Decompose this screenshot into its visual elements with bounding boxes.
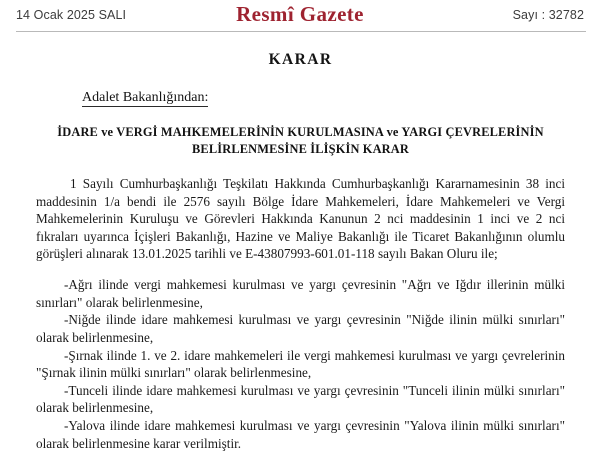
document-title — [36, 124, 565, 158]
decision-heading: KARAR — [268, 51, 333, 68]
document-title-line-1: İDARE ve VERGİ MAHKEMELERİNİN KURULMASINA ve YARGI ÇEVRELERİNİN — [57, 125, 544, 139]
decision-item-agri: -Ağrı ilinde vergi mahkemesi kurulması ve yargı çevresinin "Ağrı ve Iğdır illerinin mülki sınırları" olarak belirlenmesine, — [36, 277, 565, 310]
decision-item-yalova: -Yalova ilinde idare mahkemesi kurulması ve yargı çevresinin "Yalova ilinin mülki sınırları" olarak belirlenmesine karar verilmiştir. — [36, 417, 565, 451]
gazette-issue-number: Sayı : 32782 — [512, 8, 584, 22]
decision-list — [36, 276, 565, 452]
masthead — [0, 0, 600, 30]
issuing-authority-label: Adalet Bakanlığından: — [82, 90, 209, 105]
issuing-authority — [82, 90, 565, 106]
document-title-line-2: BELİRLENMESİNE İLİŞKİN KARAR — [192, 142, 409, 156]
document-body — [0, 51, 600, 452]
masthead-divider — [16, 31, 586, 32]
decision-item-sirnak: -Şırnak ilinde 1. ve 2. idare mahkemeleri ile vergi mahkemesi kurulması ve yargı çevrelerinin "Şırnak ilinin mülki sınırları" olarak belirlenmesine, — [36, 347, 565, 381]
intro-paragraph: 1 Sayılı Cumhurbaşkanlığı Teşkilatı Hakkında Cumhurbaşkanlığı Kararnamesinin 38 inci maddesinin 1/a bendi ile 2576 sayılı Bölge İdare Mahkemeleri, İdare Mahkemeleri ve Vergi Mahkemelerinin Kuruluşu ve Görevleri Hakkında Kanunun 2 nci maddesinin 1 inci ve 2 nci fıkraları uyarınca İçişleri Bakanlığı, Hazine ve Maliye Bakanlığı ile Ticaret Bakanlığının olumlu görüşleri alınarak 13.01.2025 tarihli ve E-43807993-601.01-118 sayılı Bakan Oluru ile; — [36, 176, 565, 262]
gazette-title: Resmî Gazete — [236, 2, 364, 26]
gazette-date: 14 Ocak 2025 SALI — [16, 8, 127, 22]
decision-item-tunceli: -Tunceli ilinde idare mahkemesi kurulması ve yargı çevresinin "Tunceli ilinin mülki sınırları" olarak belirlenmesine, — [36, 382, 565, 416]
decision-item-nigde: -Niğde ilinde idare mahkemesi kurulması ve yargı çevresinin "Niğde ilinin mülki sınırları" olarak belirlenmesine, — [36, 312, 565, 345]
